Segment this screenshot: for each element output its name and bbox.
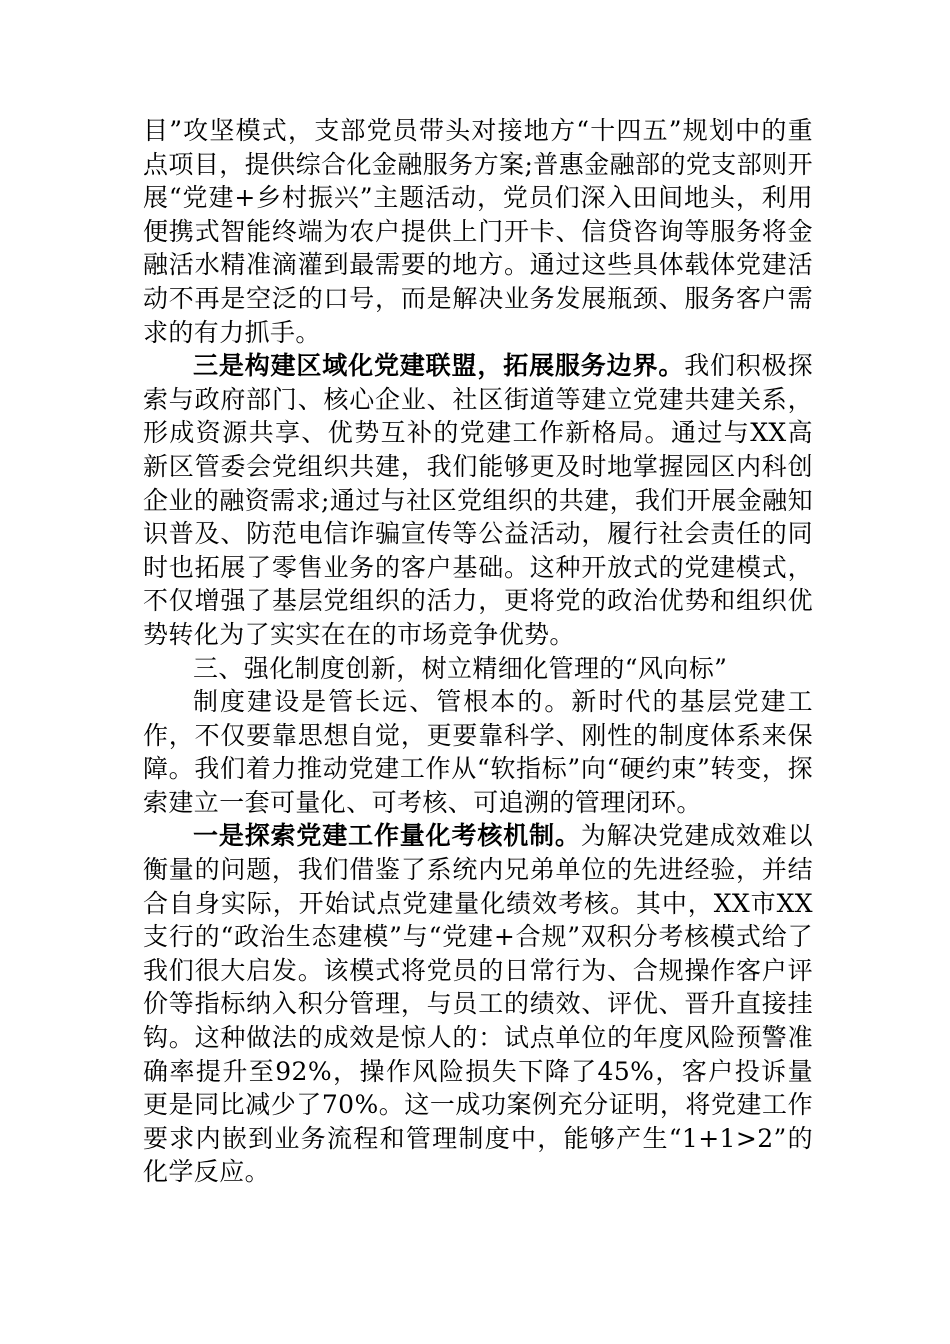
- paragraph-lead-bold: 一是探索党建工作量化考核机制。: [193, 821, 581, 851]
- paragraph-text: 制度建设是管长远、管根本的。新时代的基层党建工作，不仅要靠思想自觉，更要靠科学、刚性的制度体系来保障。我们着力推动党建工作从“软指标”向“硬约束”转变，探索建立一套可量化、可考核、可追溯的管理闭环。: [143, 687, 813, 817]
- paragraph-lead-bold: 三是构建区域化党建联盟，拓展服务边界。: [193, 351, 685, 381]
- document-page: [143, 114, 813, 1189]
- paragraph-text: 为解决党建成效难以衡量的问题，我们借鉴了系统内兄弟单位的先进经验，并结合自身实际，开始试点党建量化绩效考核。其中，XX市XX支行的“政治生态建模”与“党建+合规”双积分考核模式给了我们很大启发。该模式将党员的日常行为、合规操作客户评价等指标纳入积分管理，与员工的绩效、评优、晋升直接挂钩。这种做法的成效是惊人的：试点单位的年度风险预警准确率提升至92%，操作风险损失下降了45%，客户投诉量更是同比减少了70%。这一成功案例充分证明，将党建工作要求内嵌到业务流程和管理制度中，能够产生“1+1>2”的化学反应。: [143, 821, 813, 1187]
- section-heading: [143, 652, 813, 686]
- paragraph-system-building: [143, 685, 813, 819]
- paragraph-continued: [143, 114, 813, 349]
- paragraph-quantified-assessment: [143, 819, 813, 1189]
- paragraph-text: 目”攻坚模式，支部党员带头对接地方“十四五”规划中的重点项目，提供综合化金融服务方案;普惠金融部的党支部则开展“党建+乡村振兴”主题活动，党员们深入田间地头，利用便携式智能终端为农户提供上门开卡、信贷咨询等服务将金融活水精准滴灌到最需要的地方。通过这些具体载体党建活动不再是空泛的口号，而是解决业务发展瓶颈、服务客户需求的有力抓手。: [143, 116, 813, 347]
- paragraph-text: 我们积极探索与政府部门、核心企业、社区街道等建立党建共建关系，形成资源共享、优势互补的党建工作新格局。通过与XX高新区管委会党组织共建，我们能够更及时地掌握园区内科创企业的融资需求;通过与社区党组织的共建，我们开展金融知识普及、防范电信诈骗宣传等公益活动，履行社会责任的同时也拓展了零售业务的客户基础。这种开放式的党建模式，不仅增强了基层党组织的活力，更将党的政治优势和组织优势转化为了实实在在的市场竞争优势。: [143, 351, 813, 649]
- paragraph-regional-alliance: [143, 349, 813, 651]
- section-heading-text: 三、强化制度创新，树立精细化管理的“风向标”: [193, 653, 728, 683]
